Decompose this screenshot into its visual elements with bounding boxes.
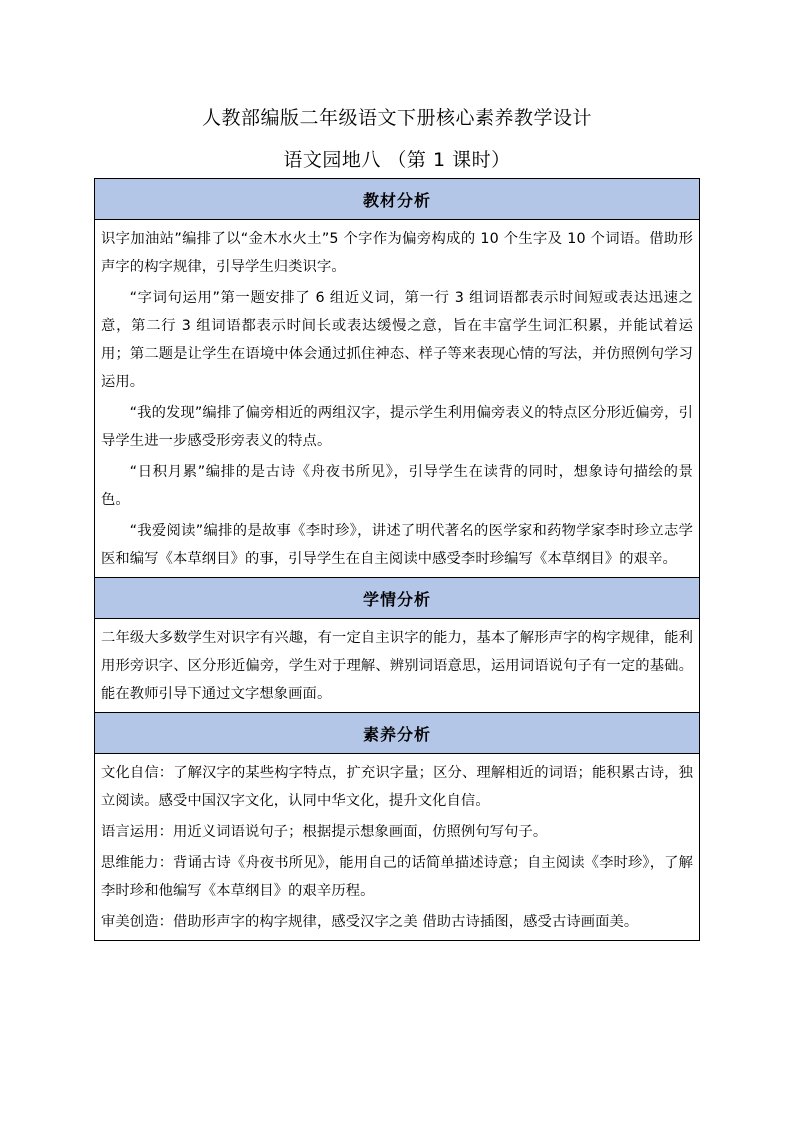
textbook-analysis-paragraph: “我爱阅读”编排的是故事《李时珍》，讲述了明代著名的医学家和药物学家李时珍立志学医和编写《本草纲目》的事，引导学生在自主阅读中感受李时珍编写《本草纲目》的艰辛。 — [101, 523, 693, 567]
section-body-learner-analysis — [95, 619, 700, 713]
section-header-textbook-analysis: 教材分析 — [95, 179, 700, 220]
literacy-analysis-paragraph: 文化自信：了解汉字的某些构字特点，扩充识字量；区分、理解相近的词语；能积累古诗，独立阅读。感受中国汉字文化，认同中华文化，提升文化自信。 — [101, 765, 693, 809]
textbook-analysis-paragraph: 识字加油站”编排了以“金木水火土”5 个字作为偏旁构成的 10 个生字及 10 个词语。借助形声字的构字规律，引导学生归类识字。 — [101, 231, 693, 275]
lesson-subtitle: 语文园地八 （第 1 课时） — [283, 149, 511, 171]
literacy-analysis-paragraph: 思维能力：背诵古诗《舟夜书所见》，能用自己的话简单描述诗意；自主阅读《李时珍》，了解李时珍和他编写《本草纲目》的艰辛历程。 — [101, 855, 693, 899]
textbook-analysis-paragraph: “我的发现”编排了偏旁相近的两组汉字，提示学生利用偏旁表义的特点区分形近偏旁，引导学生进一步感受形旁表义的特点。 — [101, 405, 693, 449]
literacy-analysis-paragraph: 语言运用：用近义词语说句子；根据提示想象画面，仿照例句写句子。 — [101, 824, 548, 840]
textbook-analysis-paragraph: “字词句运用”第一题安排了 6 组近义词，第一行 3 组词语都表示时间短或表达迅速之意，第二行 3 组词语都表示时间长或表达缓慢之意，旨在丰富学生词汇积累，并能试着运用；第二题是让学生在语境中体会通过抓住神态、样子等来表现心情的写法，并仿照例句学习运用。 — [101, 290, 693, 390]
section-body-literacy-analysis — [95, 754, 700, 941]
document-title: 人教部编版二年级语文下册核心素养教学设计 — [201, 107, 592, 129]
learner-analysis-paragraph: 二年级大多数学生对识字有兴趣，有一定自主识字的能力，基本了解形声字的构字规律，能利用形旁识字、区分形近偏旁，学生对于理解、辨别词语意思，运用词语说句子有一定的基础。能在教师引导下通过文字想象画面。 — [101, 630, 693, 702]
section-header-learner-analysis: 学情分析 — [95, 578, 700, 619]
section-header-literacy-analysis: 素养分析 — [95, 713, 700, 754]
section-body-textbook-analysis — [95, 220, 700, 578]
textbook-analysis-paragraph: “日积月累”编排的是古诗《舟夜书所见》，引导学生在读背的同时，想象诗句描绘的景色。 — [101, 464, 693, 508]
literacy-analysis-paragraph: 审美创造：借助形声字的构字规律，感受汉字之美 借助古诗插图，感受古诗画面美。 — [101, 914, 639, 930]
lesson-design-table — [94, 178, 700, 941]
